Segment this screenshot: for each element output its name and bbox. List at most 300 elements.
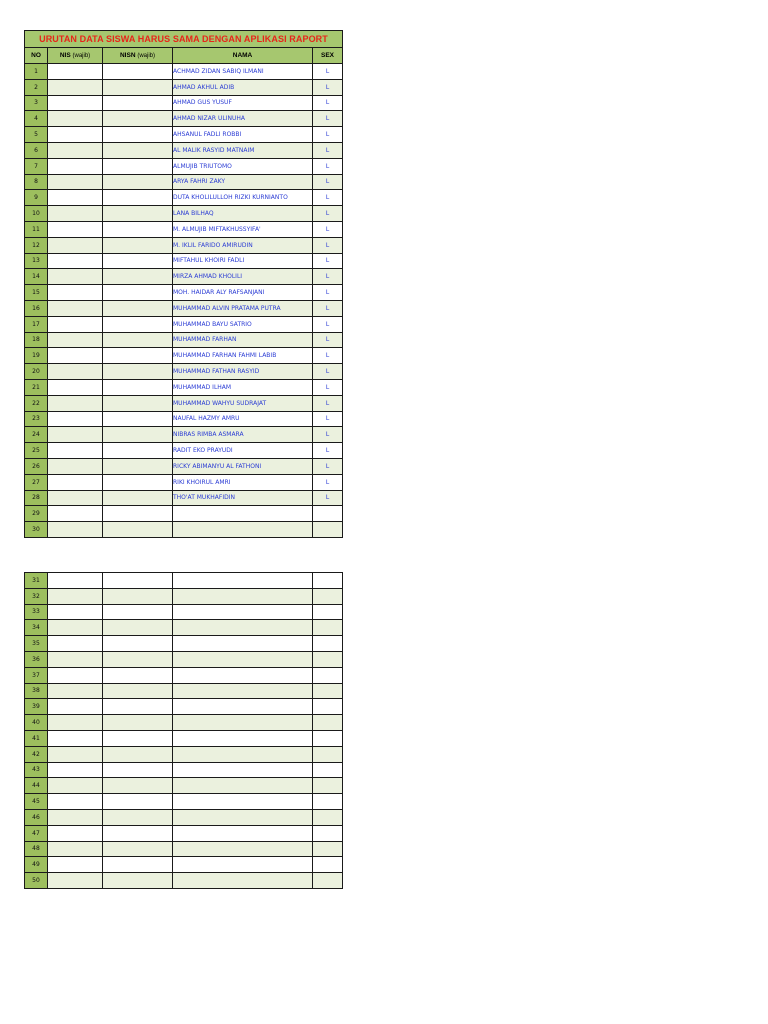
nis-cell[interactable] <box>48 127 103 143</box>
sex-cell[interactable]: L <box>313 253 343 269</box>
nis-cell[interactable] <box>48 443 103 459</box>
nisn-cell[interactable] <box>103 395 173 411</box>
nisn-cell[interactable] <box>103 730 173 746</box>
row-number: 45 <box>25 794 48 810</box>
nisn-cell[interactable] <box>103 316 173 332</box>
nama-cell[interactable] <box>173 522 313 538</box>
nama-cell[interactable]: RICKY ABIMANYU AL FATHONI <box>173 458 313 474</box>
nisn-cell[interactable] <box>103 237 173 253</box>
nis-cell[interactable] <box>48 379 103 395</box>
row-number: 6 <box>25 142 48 158</box>
nama-cell[interactable] <box>173 762 313 778</box>
nama-cell[interactable]: LANA BILHAQ <box>173 206 313 222</box>
nis-cell[interactable] <box>48 158 103 174</box>
table-row <box>25 142 343 158</box>
row-number: 30 <box>25 522 48 538</box>
row-number: 7 <box>25 158 48 174</box>
header-nis-note: (wajib) <box>72 53 91 59</box>
table-row <box>25 174 343 190</box>
sex-cell[interactable] <box>313 762 343 778</box>
table-row <box>25 857 343 873</box>
header-nis-label: NIS <box>59 52 71 59</box>
sex-cell[interactable] <box>313 588 343 604</box>
nama-cell[interactable] <box>173 651 313 667</box>
table-row <box>25 588 343 604</box>
nama-cell[interactable] <box>173 715 313 731</box>
student-table-continued <box>24 572 343 889</box>
nis-cell[interactable] <box>48 111 103 127</box>
nis-cell[interactable] <box>48 190 103 206</box>
nis-cell[interactable] <box>48 364 103 380</box>
nama-cell[interactable]: DUTA KHOLILULLOH RIZKI KURNIANTO <box>173 190 313 206</box>
row-number: 5 <box>25 127 48 143</box>
nisn-cell[interactable] <box>103 127 173 143</box>
header-nama: NAMA <box>173 48 313 64</box>
sex-cell[interactable] <box>313 746 343 762</box>
sex-cell[interactable] <box>313 506 343 522</box>
row-number: 37 <box>25 667 48 683</box>
table-row <box>25 683 343 699</box>
header-nisn-note: (wajib) <box>137 53 155 59</box>
table-row <box>25 636 343 652</box>
nama-cell[interactable] <box>173 730 313 746</box>
nisn-cell[interactable] <box>103 825 173 841</box>
row-number: 16 <box>25 300 48 316</box>
nis-cell[interactable] <box>48 395 103 411</box>
row-number: 3 <box>25 95 48 111</box>
table-row <box>25 316 343 332</box>
nisn-cell[interactable] <box>103 285 173 301</box>
nama-cell[interactable]: MUHAMMAD FATHAN RASYID <box>173 364 313 380</box>
table-row <box>25 190 343 206</box>
nis-cell[interactable] <box>48 683 103 699</box>
nis-cell[interactable] <box>48 142 103 158</box>
nisn-cell[interactable] <box>103 794 173 810</box>
nis-cell[interactable] <box>48 667 103 683</box>
nis-cell[interactable] <box>48 269 103 285</box>
nisn-cell[interactable] <box>103 190 173 206</box>
nama-cell[interactable] <box>173 699 313 715</box>
row-number: 44 <box>25 778 48 794</box>
sex-cell[interactable] <box>313 667 343 683</box>
nisn-cell[interactable] <box>103 522 173 538</box>
row-number: 33 <box>25 604 48 620</box>
row-number: 13 <box>25 253 48 269</box>
header-sex: SEX <box>313 48 343 64</box>
table-row <box>25 253 343 269</box>
nis-cell[interactable] <box>48 604 103 620</box>
nis-cell[interactable] <box>48 237 103 253</box>
nama-cell[interactable]: MUHAMMAD WAHYU SUDRAJAT <box>173 395 313 411</box>
sex-cell[interactable]: L <box>313 158 343 174</box>
nisn-cell[interactable] <box>103 474 173 490</box>
nisn-cell[interactable] <box>103 636 173 652</box>
sex-cell[interactable]: L <box>313 316 343 332</box>
table-row <box>25 651 343 667</box>
nis-cell[interactable] <box>48 715 103 731</box>
row-number: 49 <box>25 857 48 873</box>
sex-cell[interactable] <box>313 715 343 731</box>
header-row <box>25 48 343 64</box>
table-row <box>25 604 343 620</box>
nama-cell[interactable]: AHMAD AKHUL ADIB <box>173 79 313 95</box>
nama-cell[interactable]: MIFTAHUL KHOIRI FADLI <box>173 253 313 269</box>
nama-cell[interactable] <box>173 746 313 762</box>
sex-cell[interactable]: L <box>313 174 343 190</box>
sex-cell[interactable]: L <box>313 79 343 95</box>
nis-cell[interactable] <box>48 64 103 80</box>
nisn-cell[interactable] <box>103 95 173 111</box>
nis-cell[interactable] <box>48 285 103 301</box>
sex-cell[interactable]: L <box>313 300 343 316</box>
table-row <box>25 79 343 95</box>
nama-cell[interactable]: RIKI KHOIRUL AMRI <box>173 474 313 490</box>
nama-cell[interactable]: M. ALMUJIB MIFTAKHUSSYIFA' <box>173 221 313 237</box>
row-number: 32 <box>25 588 48 604</box>
row-number: 22 <box>25 395 48 411</box>
nis-cell[interactable] <box>48 95 103 111</box>
row-number: 31 <box>25 573 48 589</box>
nis-cell[interactable] <box>48 857 103 873</box>
table-row <box>25 127 343 143</box>
sex-cell[interactable] <box>313 683 343 699</box>
sex-cell[interactable]: L <box>313 111 343 127</box>
sex-cell[interactable]: L <box>313 237 343 253</box>
row-number: 38 <box>25 683 48 699</box>
row-number: 34 <box>25 620 48 636</box>
table-row <box>25 395 343 411</box>
nama-cell[interactable] <box>173 825 313 841</box>
sex-cell[interactable]: L <box>313 443 343 459</box>
nama-cell[interactable]: MUHAMMAD FARHAN <box>173 332 313 348</box>
table-row <box>25 269 343 285</box>
nama-cell[interactable] <box>173 794 313 810</box>
row-number: 21 <box>25 379 48 395</box>
header-nis <box>48 48 103 64</box>
nis-cell[interactable] <box>48 762 103 778</box>
nama-cell[interactable]: MIRZA AHMAD KHOLILI <box>173 269 313 285</box>
nama-cell[interactable] <box>173 620 313 636</box>
table-row <box>25 348 343 364</box>
nisn-cell[interactable] <box>103 64 173 80</box>
nisn-cell[interactable] <box>103 667 173 683</box>
nis-cell[interactable] <box>48 474 103 490</box>
row-number: 19 <box>25 348 48 364</box>
table-row <box>25 300 343 316</box>
nis-cell[interactable] <box>48 809 103 825</box>
table-row <box>25 474 343 490</box>
table-row <box>25 237 343 253</box>
nisn-cell[interactable] <box>103 443 173 459</box>
table-body-continued <box>25 573 343 889</box>
sex-cell[interactable]: L <box>313 332 343 348</box>
nisn-cell[interactable] <box>103 715 173 731</box>
nama-cell[interactable] <box>173 588 313 604</box>
nis-cell[interactable] <box>48 746 103 762</box>
row-number: 18 <box>25 332 48 348</box>
sex-cell[interactable] <box>313 794 343 810</box>
nama-cell[interactable] <box>173 809 313 825</box>
nisn-cell[interactable] <box>103 174 173 190</box>
nis-cell[interactable] <box>48 730 103 746</box>
sex-cell[interactable] <box>313 825 343 841</box>
table-row <box>25 443 343 459</box>
nama-cell[interactable]: MOH. HAIDAR ALY RAFSANJANI <box>173 285 313 301</box>
nisn-cell[interactable] <box>103 490 173 506</box>
nisn-cell[interactable] <box>103 699 173 715</box>
table-row <box>25 64 343 80</box>
nis-cell[interactable] <box>48 332 103 348</box>
sex-cell[interactable] <box>313 841 343 857</box>
row-number: 12 <box>25 237 48 253</box>
sex-cell[interactable] <box>313 636 343 652</box>
nama-cell[interactable]: AL MALIK RASYID MATNAIM <box>173 142 313 158</box>
nama-cell[interactable] <box>173 873 313 889</box>
nama-cell[interactable]: M. IKLIL FARIDO AMIRUDIN <box>173 237 313 253</box>
sex-cell[interactable]: L <box>313 127 343 143</box>
nisn-cell[interactable] <box>103 873 173 889</box>
nisn-cell[interactable] <box>103 111 173 127</box>
row-number: 14 <box>25 269 48 285</box>
nis-cell[interactable] <box>48 490 103 506</box>
nisn-cell[interactable] <box>103 142 173 158</box>
sex-cell[interactable] <box>313 573 343 589</box>
nisn-cell[interactable] <box>103 269 173 285</box>
table-row <box>25 699 343 715</box>
table-row <box>25 364 343 380</box>
nama-cell[interactable]: MUHAMMAD ALVIN PRATAMA PUTRA <box>173 300 313 316</box>
sex-cell[interactable] <box>313 522 343 538</box>
nama-cell[interactable]: NIBRAS RIMBA ASMARA <box>173 427 313 443</box>
table-row <box>25 411 343 427</box>
nama-cell[interactable] <box>173 573 313 589</box>
nisn-cell[interactable] <box>103 651 173 667</box>
nisn-cell[interactable] <box>103 746 173 762</box>
nama-cell[interactable]: MUHAMMAD ILHAM <box>173 379 313 395</box>
nama-cell[interactable] <box>173 778 313 794</box>
nama-cell[interactable] <box>173 841 313 857</box>
table-row <box>25 873 343 889</box>
sex-cell[interactable]: L <box>313 458 343 474</box>
sex-cell[interactable]: L <box>313 427 343 443</box>
row-number: 27 <box>25 474 48 490</box>
table-row <box>25 221 343 237</box>
nis-cell[interactable] <box>48 506 103 522</box>
row-number: 9 <box>25 190 48 206</box>
table-row <box>25 841 343 857</box>
nama-cell[interactable]: MUHAMMAD BAYU SATRIO <box>173 316 313 332</box>
sex-cell[interactable]: L <box>313 142 343 158</box>
nis-cell[interactable] <box>48 620 103 636</box>
table-row <box>25 746 343 762</box>
sex-cell[interactable]: L <box>313 269 343 285</box>
nis-cell[interactable] <box>48 316 103 332</box>
nis-cell[interactable] <box>48 588 103 604</box>
sex-cell[interactable]: L <box>313 411 343 427</box>
nis-cell[interactable] <box>48 411 103 427</box>
table-row <box>25 762 343 778</box>
table-row <box>25 506 343 522</box>
nama-cell[interactable]: AHSANUL FADLI ROBBI <box>173 127 313 143</box>
nis-cell[interactable] <box>48 348 103 364</box>
header-nisn-label: NISN <box>119 52 136 59</box>
nis-cell[interactable] <box>48 174 103 190</box>
nis-cell[interactable] <box>48 206 103 222</box>
nama-cell[interactable] <box>173 506 313 522</box>
nama-cell[interactable]: ALMUJIB TRIUTOMO <box>173 158 313 174</box>
row-number: 24 <box>25 427 48 443</box>
nisn-cell[interactable] <box>103 506 173 522</box>
table-row <box>25 809 343 825</box>
nis-cell[interactable] <box>48 221 103 237</box>
row-number: 25 <box>25 443 48 459</box>
table-row <box>25 573 343 589</box>
nama-cell[interactable]: ACHMAD ZIDAN SABIQ ILMANI <box>173 64 313 80</box>
table-row <box>25 620 343 636</box>
nisn-cell[interactable] <box>103 158 173 174</box>
nisn-cell[interactable] <box>103 683 173 699</box>
nisn-cell[interactable] <box>103 604 173 620</box>
sex-cell[interactable] <box>313 873 343 889</box>
nama-cell[interactable] <box>173 604 313 620</box>
nisn-cell[interactable] <box>103 79 173 95</box>
sex-cell[interactable]: L <box>313 474 343 490</box>
nisn-cell[interactable] <box>103 221 173 237</box>
table-row <box>25 158 343 174</box>
nisn-cell[interactable] <box>103 427 173 443</box>
nis-cell[interactable] <box>48 427 103 443</box>
sex-cell[interactable] <box>313 857 343 873</box>
row-number: 10 <box>25 206 48 222</box>
row-number: 11 <box>25 221 48 237</box>
sex-cell[interactable]: L <box>313 206 343 222</box>
nis-cell[interactable] <box>48 458 103 474</box>
nisn-cell[interactable] <box>103 809 173 825</box>
nama-cell[interactable]: RADIT EKO PRAYUDI <box>173 443 313 459</box>
table-body <box>25 64 343 538</box>
sex-cell[interactable]: L <box>313 190 343 206</box>
sex-cell[interactable]: L <box>313 364 343 380</box>
sex-cell[interactable]: L <box>313 64 343 80</box>
sex-cell[interactable]: L <box>313 395 343 411</box>
nama-cell[interactable] <box>173 667 313 683</box>
nis-cell[interactable] <box>48 778 103 794</box>
nama-cell[interactable] <box>173 683 313 699</box>
row-number: 15 <box>25 285 48 301</box>
nis-cell[interactable] <box>48 841 103 857</box>
sex-cell[interactable] <box>313 604 343 620</box>
sex-cell[interactable]: L <box>313 348 343 364</box>
nis-cell[interactable] <box>48 253 103 269</box>
nama-cell[interactable] <box>173 636 313 652</box>
table-row <box>25 111 343 127</box>
table-row <box>25 778 343 794</box>
sex-cell[interactable] <box>313 809 343 825</box>
nisn-cell[interactable] <box>103 379 173 395</box>
nis-cell[interactable] <box>48 300 103 316</box>
table-row <box>25 458 343 474</box>
nis-cell[interactable] <box>48 79 103 95</box>
sex-cell[interactable]: L <box>313 285 343 301</box>
table-row <box>25 285 343 301</box>
nama-cell[interactable]: NAUFAL HAZMY AMRU <box>173 411 313 427</box>
nisn-cell[interactable] <box>103 332 173 348</box>
table-row <box>25 667 343 683</box>
row-number: 43 <box>25 762 48 778</box>
row-number: 28 <box>25 490 48 506</box>
nis-cell[interactable] <box>48 522 103 538</box>
sex-cell[interactable]: L <box>313 95 343 111</box>
table-row <box>25 427 343 443</box>
row-number: 35 <box>25 636 48 652</box>
nama-cell[interactable]: THO'AT MUKHAFIDIN <box>173 490 313 506</box>
row-number: 26 <box>25 458 48 474</box>
nama-cell[interactable] <box>173 857 313 873</box>
table-row <box>25 95 343 111</box>
nama-cell[interactable]: AHMAD GUS YUSUF <box>173 95 313 111</box>
nisn-cell[interactable] <box>103 300 173 316</box>
nisn-cell[interactable] <box>103 762 173 778</box>
nisn-cell[interactable] <box>103 364 173 380</box>
nis-cell[interactable] <box>48 699 103 715</box>
nis-cell[interactable] <box>48 573 103 589</box>
row-number: 48 <box>25 841 48 857</box>
nisn-cell[interactable] <box>103 411 173 427</box>
table-row <box>25 379 343 395</box>
row-number: 39 <box>25 699 48 715</box>
table-row <box>25 715 343 731</box>
row-number: 41 <box>25 730 48 746</box>
nis-cell[interactable] <box>48 651 103 667</box>
nisn-cell[interactable] <box>103 206 173 222</box>
row-number: 17 <box>25 316 48 332</box>
nisn-cell[interactable] <box>103 841 173 857</box>
nisn-cell[interactable] <box>103 458 173 474</box>
nisn-cell[interactable] <box>103 857 173 873</box>
sex-cell[interactable] <box>313 699 343 715</box>
sex-cell[interactable]: L <box>313 379 343 395</box>
sex-cell[interactable] <box>313 778 343 794</box>
sex-cell[interactable] <box>313 730 343 746</box>
nama-cell[interactable]: AHMAD NIZAR ULINUHA <box>173 111 313 127</box>
header-no: NO <box>25 48 48 64</box>
nisn-cell[interactable] <box>103 348 173 364</box>
nama-cell[interactable]: ARYA FAHRI ZAKY <box>173 174 313 190</box>
table-title: URUTAN DATA SISWA HARUS SAMA DENGAN APLIKASI RAPORT <box>25 31 343 48</box>
row-number: 47 <box>25 825 48 841</box>
nis-cell[interactable] <box>48 636 103 652</box>
sex-cell[interactable] <box>313 651 343 667</box>
nisn-cell[interactable] <box>103 620 173 636</box>
row-number: 46 <box>25 809 48 825</box>
nis-cell[interactable] <box>48 873 103 889</box>
nis-cell[interactable] <box>48 825 103 841</box>
sex-cell[interactable] <box>313 620 343 636</box>
header-nisn <box>103 48 173 64</box>
nisn-cell[interactable] <box>103 778 173 794</box>
row-number: 2 <box>25 79 48 95</box>
sex-cell[interactable]: L <box>313 221 343 237</box>
table-row <box>25 332 343 348</box>
nisn-cell[interactable] <box>103 573 173 589</box>
nis-cell[interactable] <box>48 794 103 810</box>
nama-cell[interactable]: MUHAMMAD FARHAN FAHMI LABIB <box>173 348 313 364</box>
nisn-cell[interactable] <box>103 253 173 269</box>
sex-cell[interactable]: L <box>313 490 343 506</box>
nisn-cell[interactable] <box>103 588 173 604</box>
table-row <box>25 794 343 810</box>
table-row <box>25 730 343 746</box>
